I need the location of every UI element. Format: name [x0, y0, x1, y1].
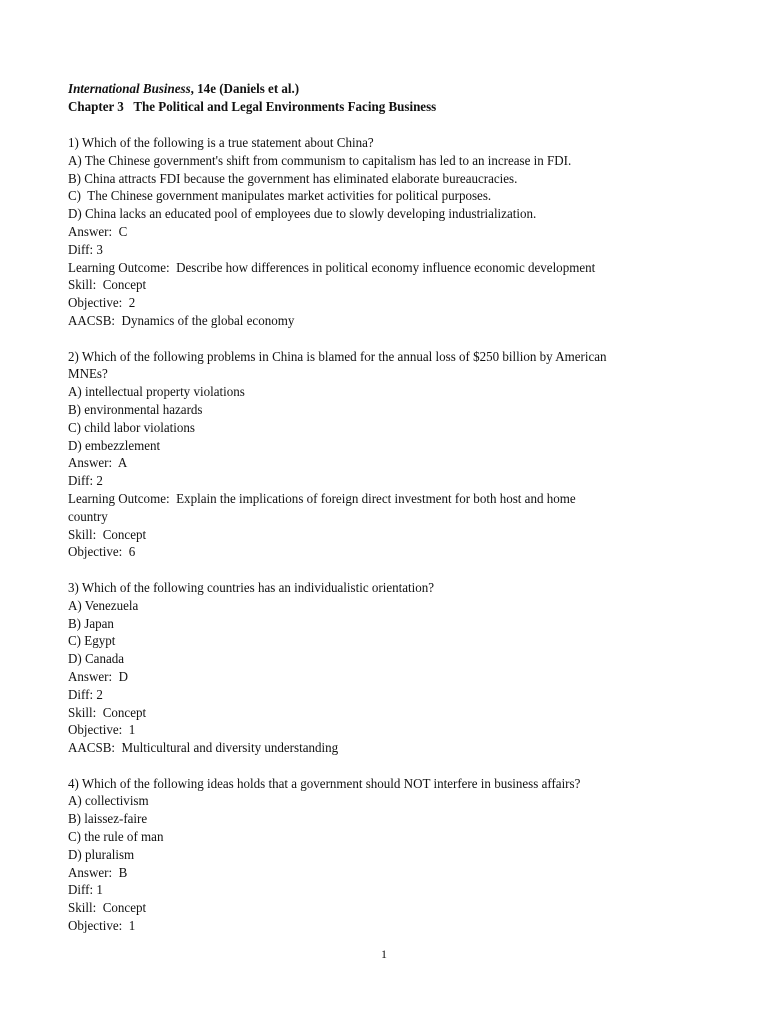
- question-list: [68, 135, 682, 936]
- question-line: Diff: 1: [68, 883, 103, 899]
- question-block: [68, 580, 682, 758]
- question-stem: 1) Which of the following is a true statement about China?: [68, 136, 374, 151]
- question-line: Learning Outcome: Describe how differences in political economy influence economic development: [68, 260, 596, 276]
- chapter-title: Chapter 3 The Political and Legal Environments Facing Business: [68, 100, 437, 115]
- question-line: Diff: 3: [68, 242, 103, 258]
- question-line: D) embezzlement: [68, 438, 161, 454]
- question-line: D) Canada: [68, 652, 125, 668]
- book-title: International Business: [68, 82, 191, 97]
- question-line: A) Venezuela: [68, 598, 139, 614]
- question-stem: 2) Which of the following problems in China is blamed for the annual loss of $250 billion by American: [68, 349, 607, 365]
- question-line: AACSB: Multicultural and diversity understanding: [68, 741, 339, 757]
- question-line: MNEs?: [68, 367, 108, 383]
- spacer: [68, 117, 682, 135]
- document-page: [68, 81, 682, 936]
- question-line: Answer: C: [68, 224, 128, 240]
- question-line: Skill: Concept: [68, 901, 147, 917]
- question-line: country: [68, 509, 108, 525]
- question-line: Skill: Concept: [68, 705, 147, 721]
- question-line: C) the rule of man: [68, 830, 164, 846]
- question-line: Answer: B: [68, 865, 128, 881]
- question-stem: 4) Which of the following ideas holds that a government should NOT interfere in business affairs?: [68, 776, 581, 792]
- question-line: B) environmental hazards: [68, 402, 203, 418]
- question-line: Skill: Concept: [68, 527, 147, 543]
- question-line: Objective: 1: [68, 723, 136, 739]
- question-line: A) intellectual property violations: [68, 385, 245, 401]
- spacer: [68, 562, 682, 580]
- spacer: [68, 331, 682, 349]
- question-line: D) China lacks an educated pool of employees due to slowly developing industrialization.: [68, 207, 537, 223]
- question-line: Objective: 1: [68, 919, 136, 935]
- question-line: C) child labor violations: [68, 420, 195, 436]
- question-line: Objective: 2: [68, 296, 136, 312]
- book-edition: , 14e (Daniels et al.): [190, 82, 300, 97]
- question-line: D) pluralism: [68, 847, 135, 863]
- question-block: [68, 135, 682, 331]
- question-stem: 3) Which of the following countries has an individualistic orientation?: [68, 580, 435, 596]
- question-line: A) collectivism: [68, 794, 149, 810]
- spacer: [68, 758, 682, 776]
- question-line: C) The Chinese government manipulates market activities for political purposes.: [68, 189, 492, 205]
- page-number: 1: [381, 947, 387, 961]
- question-line: Answer: D: [68, 669, 129, 685]
- question-line: C) Egypt: [68, 634, 116, 650]
- book-header: [68, 81, 682, 99]
- question-line: Answer: A: [68, 456, 128, 472]
- question-line: B) Japan: [68, 616, 114, 632]
- question-line: Diff: 2: [68, 687, 103, 703]
- question-block: [68, 349, 682, 563]
- question-line: Learning Outcome: Explain the implications of foreign direct investment for both host and home: [68, 491, 576, 507]
- question-block: [68, 776, 682, 936]
- question-line: AACSB: Dynamics of the global economy: [68, 313, 295, 329]
- question-line: A) The Chinese government's shift from communism to capitalism has led to an increase in FDI.: [68, 153, 572, 169]
- question-line: B) China attracts FDI because the government has eliminated elaborate bureaucracies.: [68, 171, 518, 187]
- question-line: B) laissez-faire: [68, 812, 148, 828]
- question-line: Diff: 2: [68, 474, 103, 490]
- question-line: Objective: 6: [68, 545, 136, 561]
- question-line: Skill: Concept: [68, 278, 147, 294]
